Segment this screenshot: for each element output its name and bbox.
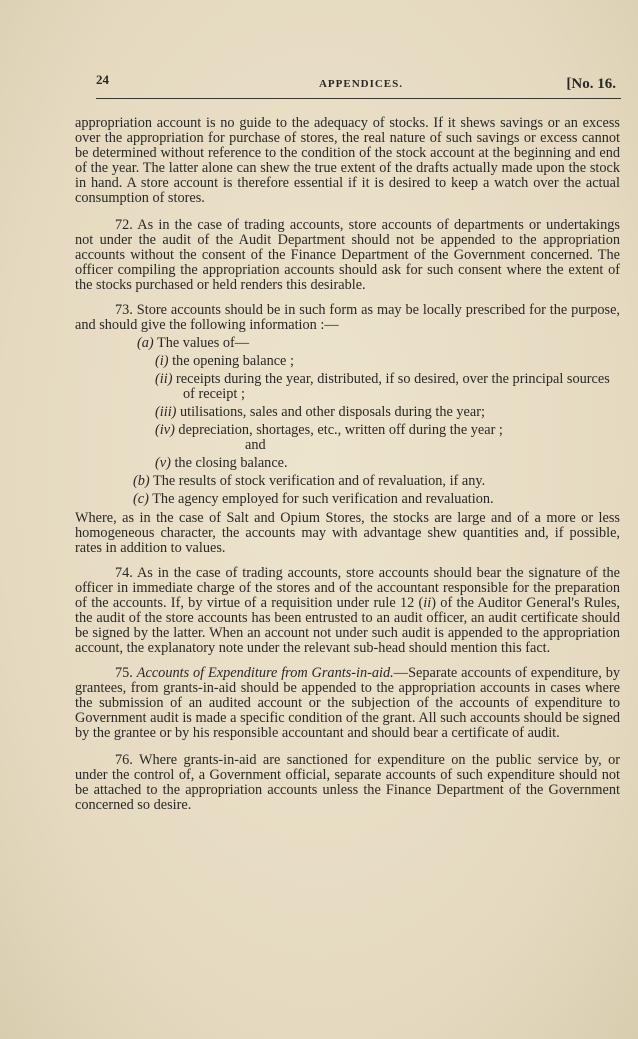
paragraph-75-heading: Accounts of Expenditure from Grants-in-aid. [136, 665, 394, 681]
list-label-v: (v) [155, 455, 171, 471]
list-label-iv: (iv) [155, 422, 175, 438]
paragraph-74-part-2: ) of the Auditor General's Rules, the audit of the store accounts has been entrusted to an audit officer, an audit certificate should be signed by the latter. When an account not under such audit is appended to the appropriation account, the explanatory note under the relevant sub-head should mention this fact. [75, 595, 620, 656]
running-title: APPENDICES. [318, 78, 404, 90]
paragraph-74 [75, 566, 620, 656]
list-label-c: (c) [133, 491, 149, 507]
document-number: [No. 16. [566, 76, 616, 92]
list-item-c [133, 492, 620, 507]
list-item-i [75, 354, 620, 369]
paragraph-where: Where, as in the case of Salt and Opium Stores, the stocks are large and of a more or less homogeneous character, the accounts may with advantage shew quantities and, if possible, rates in addition to values. [75, 510, 620, 556]
list-item-iii [75, 405, 620, 420]
list-text-b: The results of stock verification and of revaluation, if any. [153, 473, 486, 489]
list-text-iii: utilisations, sales and other disposals during the year; [180, 404, 485, 420]
list-label-a: (a) [137, 335, 154, 351]
header-rule [96, 98, 621, 99]
list-label-iii: (iii) [155, 404, 177, 420]
list-label-ii: (ii) [155, 371, 173, 387]
list-and: and [245, 437, 266, 453]
paragraph-73: 73. Store accounts should be in such form as may be locally prescribed for the purpose, and should give the following information :— [75, 302, 620, 333]
paragraph-75-text: —Separate accounts of expenditure, by grantees, from grants-in-aid should be appended to the appropriation accounts in cases where the submission of an audited account or the subjection of the accounts of expenditure to Government audit is made a specific condition of the grant. All such accounts should be signed by the grantee or by his responsible accountant and should bear a certificate of audit. [75, 665, 621, 741]
list-item-iv [75, 423, 620, 438]
paragraph-intro: appropriation account is no guide to the adequacy of stocks. If it shews savings or an excess over the appropriation for purchase of stores, the real nature of such savings or excess cannot be determined without reference to the condition of the stock account at the beginning and end of the year. The latter alone can shew the true extent of the drafts actually made upon the stock in hand. A store account is therefore essential if it is desired to keep a watch over the actual consumption of stores. [75, 115, 620, 206]
page-body [75, 112, 620, 813]
paragraph-75-number: 75. [115, 665, 133, 681]
list-text-i: the opening balance ; [172, 353, 294, 369]
page-header [96, 72, 626, 94]
list-item-ii [75, 372, 620, 402]
list-text-iv: depreciation, shortages, etc., written off during the year ; [178, 422, 503, 438]
list-text-c: The agency employed for such verification and revaluation. [152, 491, 494, 507]
list-label-b: (b) [133, 473, 150, 489]
list-item-v [75, 456, 620, 471]
page-number: 24 [96, 72, 109, 87]
list-item-b [133, 474, 620, 489]
paragraph-75 [75, 666, 620, 741]
list-text-v: the closing balance. [174, 455, 288, 471]
list-item-a [137, 336, 620, 351]
paragraph-74-part-1: 74. As in the case of trading accounts, store accounts should bear the signature of the officer in immediate charge of the stores and of the accountant responsible for the preparation of the accounts. If, by virtue of a requisition under rule 12 ( [75, 565, 620, 611]
list-text-a: The values of— [157, 335, 250, 351]
paragraph-76: 76. Where grants-in-aid are sanctioned for expenditure on the public service by, or under the control of, a Government official, separate accounts of such expenditure should not be attached to the appropriation accounts unless the Finance Department of the Government concerned so desire. [75, 752, 620, 813]
paragraph-74-roman: ii [423, 595, 432, 611]
list-label-i: (i) [155, 353, 169, 369]
list-text-ii: receipts during the year, distributed, if so desired, over the principal sources of receipt ; [176, 371, 610, 402]
paragraph-72: 72. As in the case of trading accounts, store accounts of departments or undertakings not under the audit of the Audit Department should not be appended to the appropriation accounts without the consent of the Finance Department of the Government concerned. The officer compiling the appropriation accounts should ask for such consent where the extent of the stocks purchased or held renders this desirable. [75, 217, 620, 293]
